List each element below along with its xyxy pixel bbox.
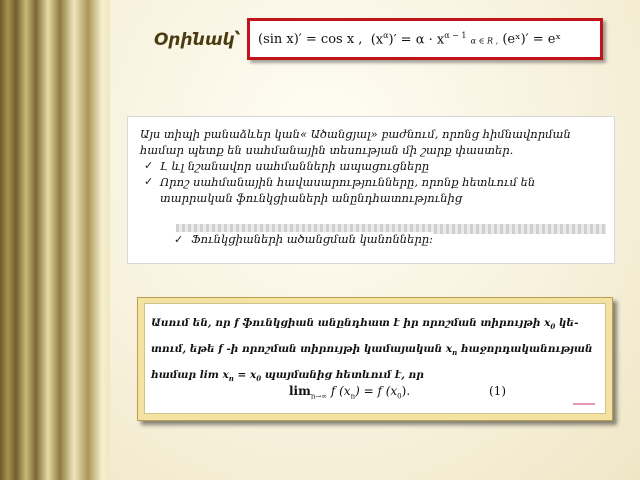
list-item: ✓ Լ ևլ նշանավոր սահմանների ապացուցները xyxy=(144,159,430,173)
checkmark-icon: ✓ xyxy=(174,233,184,246)
continuity-definition: Ասում են, որ f ֆունկցիան անընդհատ է իր որոշման տիրույթի $x_0$ կե- տում, եթե f -ի որոշման տիրույթի կամայական $x_n$ հաջորդականության համար $\lim x_n = x_0$ պայմանից հետևում է, որ xyxy=(151,317,593,384)
derivative-formulas-box xyxy=(247,18,603,60)
equation-number: (1) xyxy=(489,384,506,398)
power-derivative-rule: $(x^\alpha)' = \alpha \cdot x^{\alpha - 1}$ α ∈ R , xyxy=(370,30,499,48)
checkmark-icon: ✓ xyxy=(144,175,154,188)
decorative-pillar xyxy=(0,0,118,480)
continuity-equation: $\lim_{n\to\infty} f$ $(x_n) = f$ $(x_0)$. xyxy=(289,384,411,401)
info-content xyxy=(140,126,606,206)
decorative-underline xyxy=(573,403,595,405)
info-intro: Այս տիպի բանաձևեր կան« Ածանցյալ» բաժնում, որոնց հիմնավորման համար պետք են սահմանային տեսության մի շարք փաստեր. xyxy=(140,127,571,157)
definition-frame xyxy=(137,297,613,421)
example-label: Օրինակ՝ xyxy=(154,30,241,50)
exp-derivative-rule: (eˣ)′ = eˣ xyxy=(502,31,561,47)
checkmark-icon: ✓ xyxy=(144,159,154,172)
list-item: ✓ Որոշ սահմանային հավասարությունները, որոնք հետևում են տարրական ֆունկցիաների անընդհատությունից xyxy=(144,175,536,205)
definition-panel xyxy=(144,303,606,414)
facts-list xyxy=(140,158,606,206)
list-item-last: ✓ Ֆունկցիաների ածանցման կանոնները: xyxy=(174,232,433,246)
power-rule-condition: α ∈ R , xyxy=(470,36,499,46)
sin-derivative-rule: (sin x)′ = cos x , xyxy=(258,31,363,47)
